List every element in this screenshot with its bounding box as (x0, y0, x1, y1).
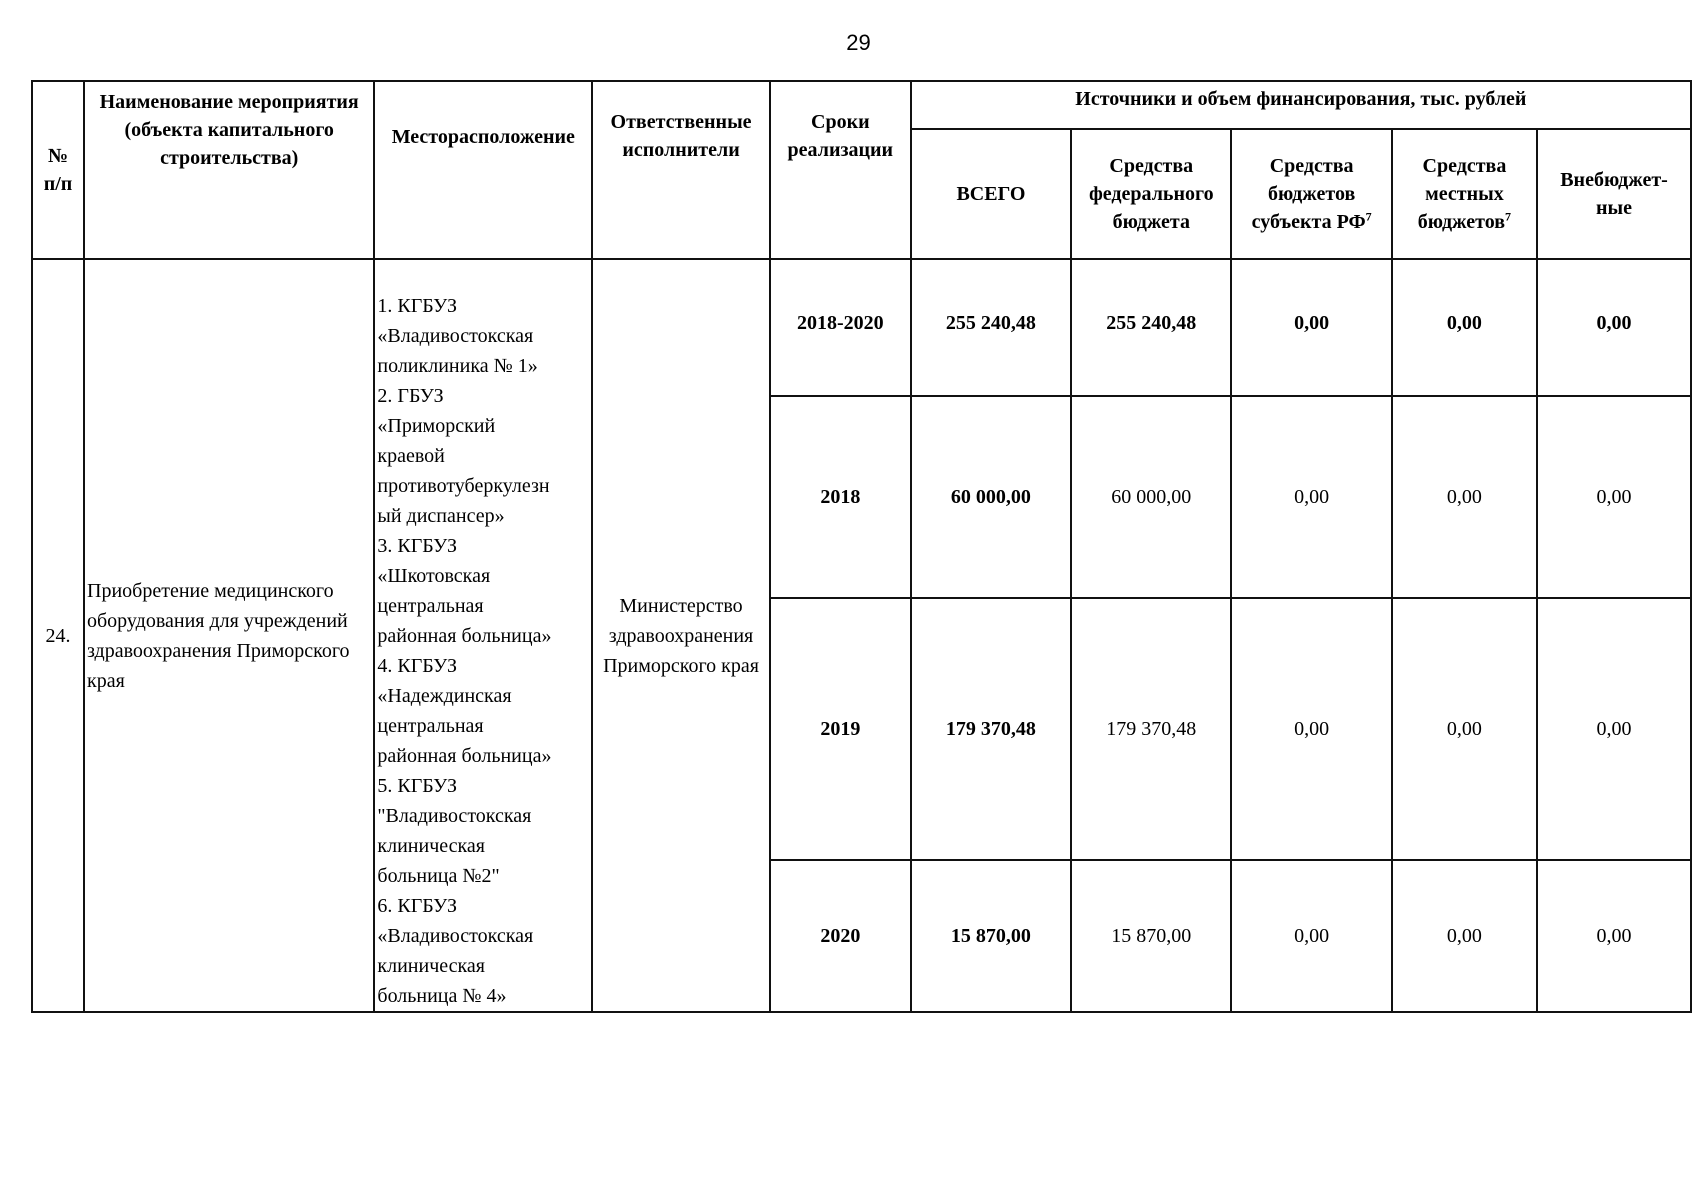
row-number: 24. (32, 259, 84, 1012)
federal-cell: 60 000,00 (1071, 396, 1231, 598)
header-federal: Средства федерального бюджета (1071, 129, 1231, 259)
location-line: "Владивостокская (377, 805, 532, 827)
row-location (374, 259, 592, 1012)
header-location: Месторасположение (374, 81, 592, 259)
location-line: больница № 4» (377, 985, 507, 1007)
header-local: Средства местных бюджетов$^7$ (1392, 129, 1537, 259)
regional-cell: 0,00 (1231, 396, 1391, 598)
extra-cell: 0,00 (1537, 259, 1691, 396)
header-number: № п/п (32, 81, 84, 259)
location-line: 1. КГБУЗ (377, 295, 457, 317)
location-line: противотуберкулезн (377, 475, 550, 497)
location-line: 5. КГБУЗ (377, 775, 457, 797)
local-cell: 0,00 (1392, 598, 1537, 860)
location-line: 2. ГБУЗ (377, 385, 444, 407)
funding-table (31, 80, 1692, 1013)
extra-cell: 0,00 (1537, 860, 1691, 1012)
location-line: районная больница» (377, 625, 552, 647)
header-terms: Сроки реализации (770, 81, 911, 259)
federal-cell: 255 240,48 (1071, 259, 1231, 396)
regional-cell: 0,00 (1231, 598, 1391, 860)
total-cell: 15 870,00 (911, 860, 1071, 1012)
location-line: 3. КГБУЗ (377, 535, 457, 557)
term-cell: 2018 (770, 396, 911, 598)
local-cell: 0,00 (1392, 259, 1537, 396)
table-row (32, 259, 1691, 396)
regional-cell: 0,00 (1231, 259, 1391, 396)
regional-cell: 0,00 (1231, 860, 1391, 1012)
location-line: 4. КГБУЗ (377, 655, 457, 677)
row-name: Приобретение медицинского оборудования для учреждений здравоохранения Приморского края (84, 259, 374, 1012)
location-line: «Надеждинская (377, 685, 512, 707)
total-cell: 60 000,00 (911, 396, 1071, 598)
term-cell: 2019 (770, 598, 911, 860)
extra-cell: 0,00 (1537, 396, 1691, 598)
total-cell: 255 240,48 (911, 259, 1071, 396)
header-regional: Средства бюджетов субъекта $РФ^7$ (1231, 129, 1391, 259)
location-line: «Шкотовская (377, 565, 491, 587)
location-line: 6. КГБУЗ (377, 895, 457, 917)
total-cell: 179 370,48 (911, 598, 1071, 860)
header-name: Наименование мероприятия (объекта капитального строительства) (84, 81, 374, 259)
local-cell: 0,00 (1392, 860, 1537, 1012)
location-line: клиническая (377, 835, 485, 857)
term-cell: 2020 (770, 860, 911, 1012)
federal-cell: 15 870,00 (1071, 860, 1231, 1012)
extra-cell: 0,00 (1537, 598, 1691, 860)
location-line: «Приморский (377, 415, 496, 437)
header-extra: Внебюджет-ные (1537, 129, 1691, 259)
header-funding-group: Источники и объем финансирования, тыс. рублей (911, 81, 1691, 129)
location-line: поликлиника № 1» (377, 355, 538, 377)
location-line: центральная (377, 715, 484, 737)
federal-cell: 179 370,48 (1071, 598, 1231, 860)
funding-table-wrapper (31, 80, 1692, 1013)
term-cell: 2018-2020 (770, 259, 911, 396)
location-line: «Владивостокская (377, 925, 534, 947)
location-line: краевой (377, 445, 445, 467)
header-total: ВСЕГО (911, 129, 1071, 259)
row-executor: Министерство здравоохранения Приморского края (592, 259, 770, 1012)
page-number: 29 (846, 30, 871, 55)
header-executors: Ответственные исполнители (592, 81, 770, 259)
local-cell: 0,00 (1392, 396, 1537, 598)
location-line: «Владивостокская (377, 325, 534, 347)
location-line: клиническая (377, 955, 485, 977)
location-line: больница №2" (377, 865, 500, 887)
location-line: ый диспансер» (377, 505, 505, 527)
location-line: районная больница» (377, 745, 552, 767)
location-line: центральная (377, 595, 484, 617)
